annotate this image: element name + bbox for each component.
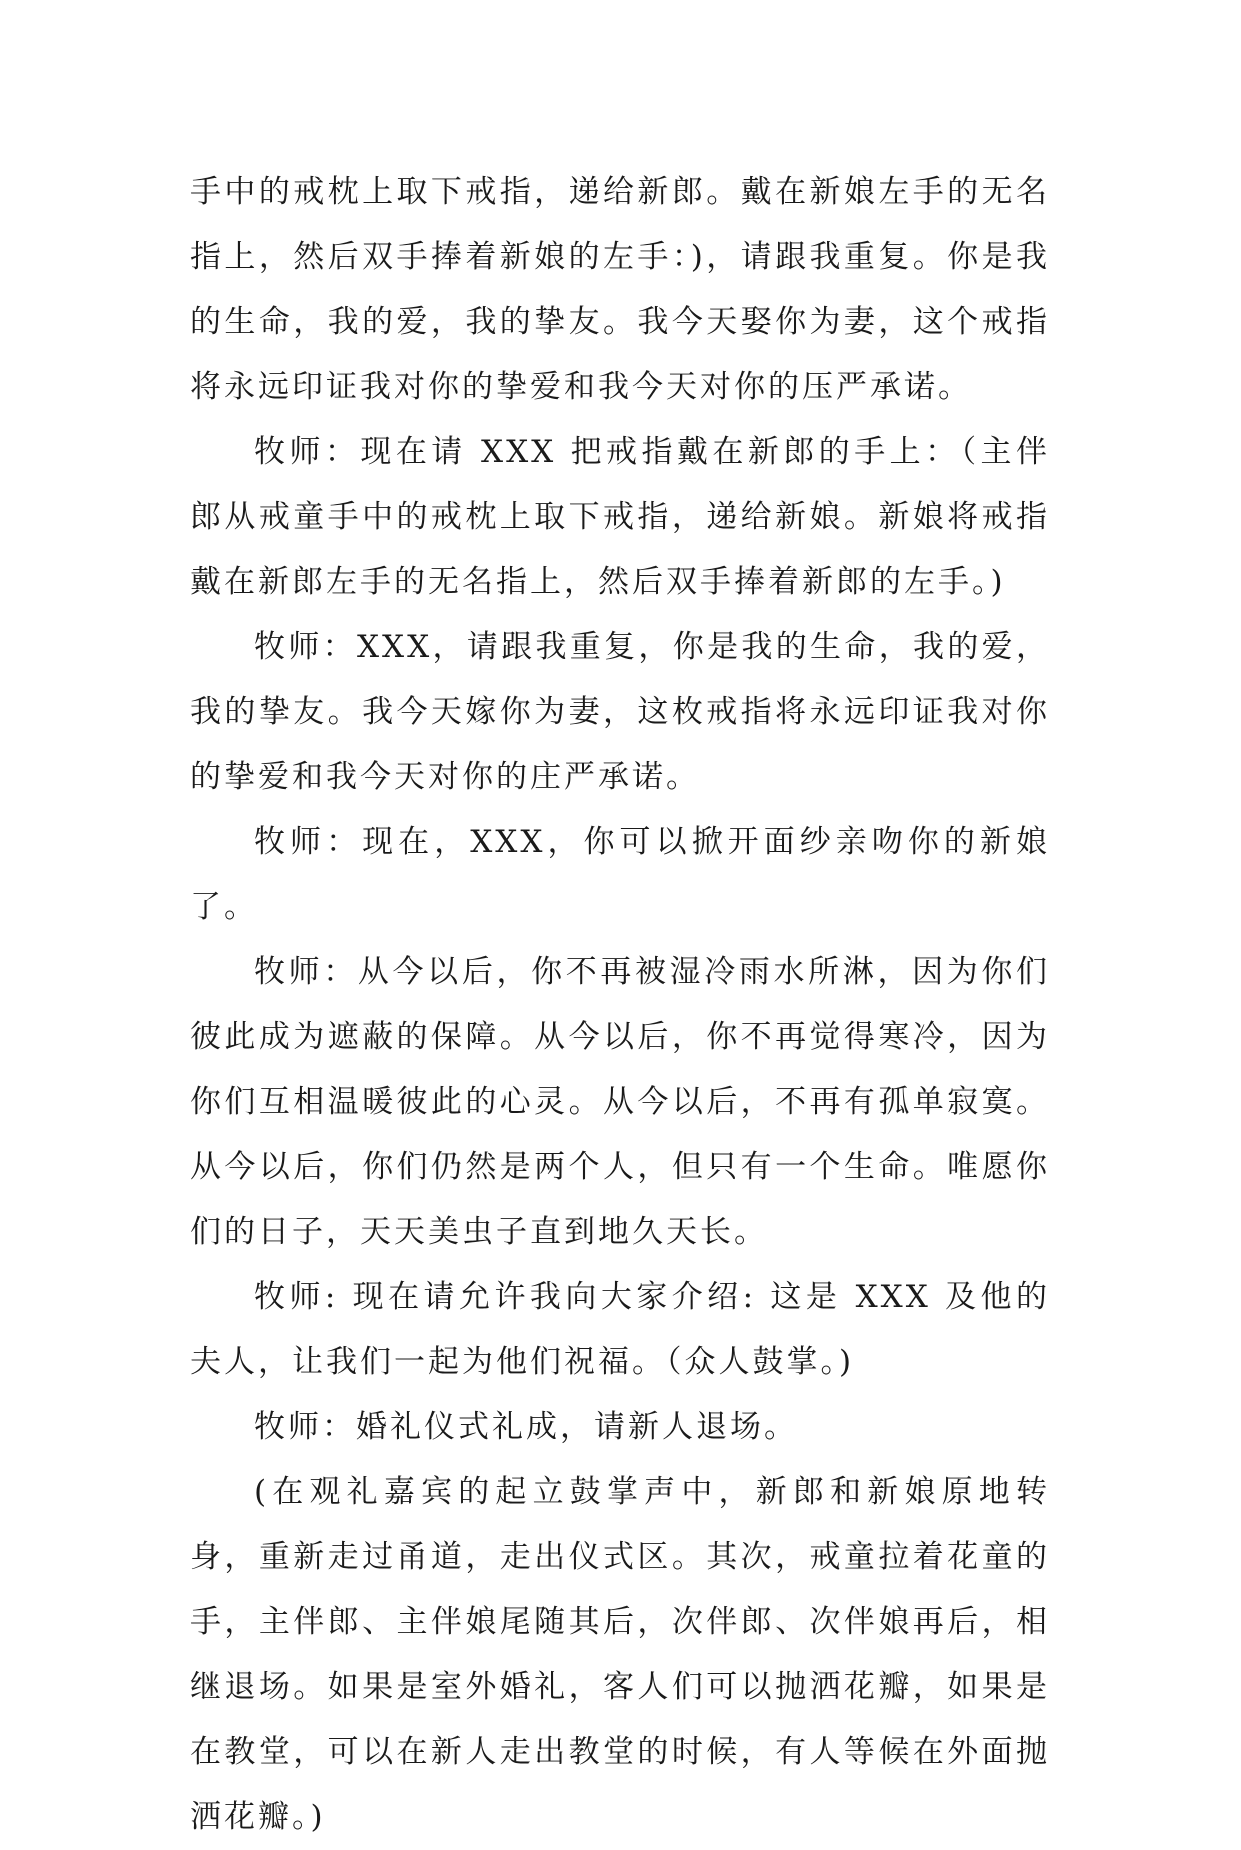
paragraph-7: 牧师：婚礼仪式礼成，请新人退场。 — [254, 1409, 798, 1445]
document-body — [190, 160, 1050, 1850]
paragraph-8: (在观礼嘉宾的起立鼓掌声中，新郎和新娘原地转身，重新走过甬道，走出仪式区。其次，戒童拉着花童的手，主伴郎、主伴娘尾随其后，次伴郎、次伴娘再后，相继退场。如果是室外婚礼，客人们可以抛洒花瓣，如果是在教堂，可以在新人走出教堂的时候，有人等候在外面抛洒花瓣。) — [190, 1474, 1050, 1835]
paragraph-5: 牧师：从今以后，你不再被湿冷雨水所淋，因为你们彼此成为遮蔽的保障。从今以后，你不再觉得寒冷，因为你们互相温暖彼此的心灵。从今以后，不再有孤单寂寞。从今以后，你们仍然是两个人，但只有一个生命。唯愿你们的日子，天天美虫子直到地久天长。 — [190, 954, 1050, 1250]
paragraph-2: 牧师：现在请 XXX 把戒指戴在新郎的手上：（主伴郎从戒童手中的戒枕上取下戒指，递给新娘。新娘将戒指戴在新郎左手的无名指上，然后双手捧着新郎的左手。) — [190, 434, 1050, 600]
paragraph-6: 牧师: 现在请允许我向大家介绍: 这是 XXX 及他的夫人，让我们一起为他们祝福。（众人鼓掌。) — [190, 1279, 1050, 1380]
paragraph-4: 牧师：现在，XXX，你可以掀开面纱亲吻你的新娘了。 — [190, 824, 1050, 925]
paragraph-3: 牧师：XXX，请跟我重复，你是我的生命，我的爱，我的挚友。我今天嫁你为妻，这枚戒指将永远印证我对你的挚爱和我今天对你的庄严承诺。 — [190, 629, 1050, 795]
paragraph-1: 手中的戒枕上取下戒指，递给新郎。戴在新娘左手的无名指上，然后双手捧着新娘的左手：)，请跟我重复。你是我的生命，我的爱，我的挚友。我今天娶你为妻，这个戒指将永远印证我对你的挚爱和我今天对你的压严承诺。 — [190, 174, 1050, 405]
